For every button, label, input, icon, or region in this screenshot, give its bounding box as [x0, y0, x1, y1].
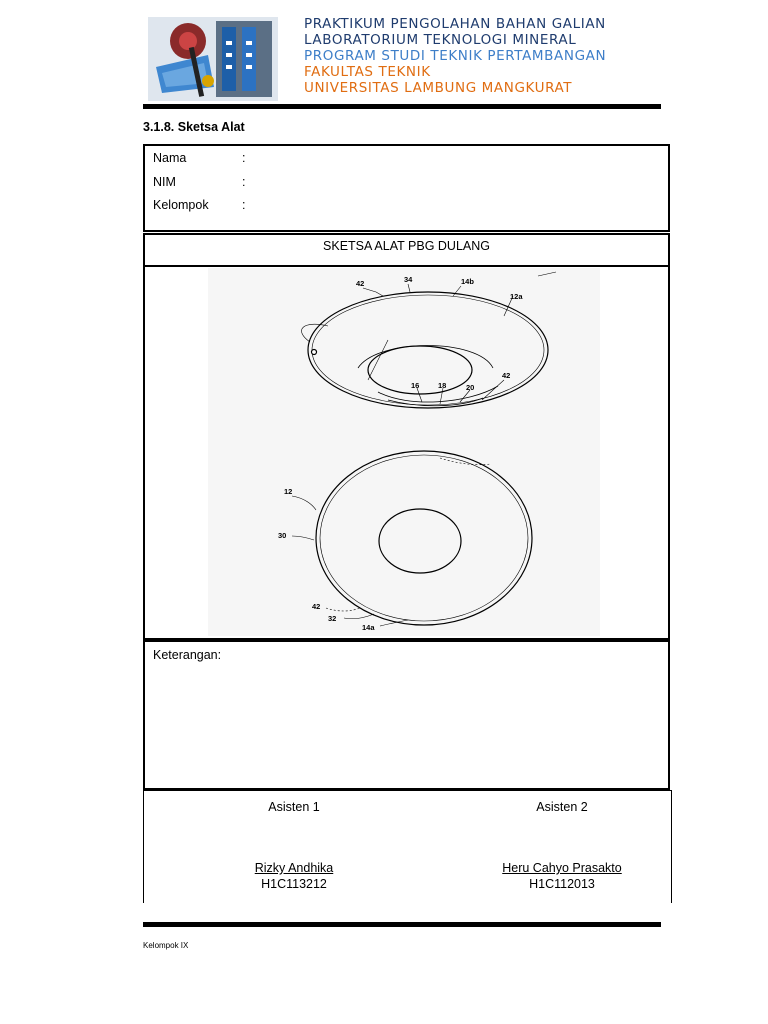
- label-32: 32: [328, 614, 337, 623]
- keterangan-label: Keterangan:: [153, 648, 222, 662]
- dulang-sketch-drawing: [208, 268, 600, 636]
- label-14a: 14a: [362, 623, 375, 632]
- label-42-top: 42: [356, 279, 365, 288]
- label-42-bottom: 42: [312, 602, 321, 611]
- label-12: 12: [284, 487, 293, 496]
- nama-label: Nama: [153, 151, 187, 165]
- label-12a: 12a: [510, 292, 523, 301]
- header-line-praktikum: PRAKTIKUM PENGOLAHAN BAHAN GALIAN: [304, 16, 606, 32]
- sketch-title: SKETSA ALAT PBG DULANG: [323, 239, 490, 253]
- section-title: 3.1.8. Sketsa Alat: [143, 120, 245, 134]
- label-20: 20: [466, 383, 475, 392]
- assistant-2-name: Heru Cahyo Prasakto: [502, 861, 622, 875]
- kelompok-colon: :: [242, 198, 246, 212]
- nama-colon: :: [242, 151, 246, 165]
- header-divider: [143, 104, 661, 109]
- assistant-1-nim: H1C113212: [261, 877, 327, 891]
- keterangan-box: [143, 640, 670, 790]
- nim-label: NIM: [153, 175, 176, 189]
- identity-box: [143, 144, 670, 232]
- label-14b: 14b: [461, 277, 474, 286]
- header-line-fakultas: FAKULTAS TEKNIK: [304, 64, 431, 80]
- label-42-right: 42: [502, 371, 511, 380]
- label-18: 18: [438, 381, 447, 390]
- label-30: 30: [278, 531, 287, 540]
- lab-logo-crusher-image: [148, 17, 278, 101]
- footer-divider: [143, 922, 661, 927]
- header-line-program-studi: PROGRAM STUDI TEKNIK PERTAMBANGAN: [304, 48, 607, 64]
- assistant-1-name: Rizky Andhika: [254, 861, 334, 875]
- assistant-1-role: Asisten 1: [268, 800, 320, 814]
- header-line-universitas: UNIVERSITAS LAMBUNG MANGKURAT: [304, 80, 573, 96]
- nim-colon: :: [242, 175, 246, 189]
- assistant-2-nim: H1C112013: [529, 877, 595, 891]
- assistant-2-role: Asisten 2: [536, 800, 588, 814]
- label-34: 34: [404, 275, 413, 284]
- label-16: 16: [411, 381, 420, 390]
- kelompok-label: Kelompok: [153, 198, 209, 212]
- header-line-laboratorium: LABORATORIUM TEKNOLOGI MINERAL: [304, 32, 577, 48]
- footer-group: Kelompok IX: [143, 941, 189, 950]
